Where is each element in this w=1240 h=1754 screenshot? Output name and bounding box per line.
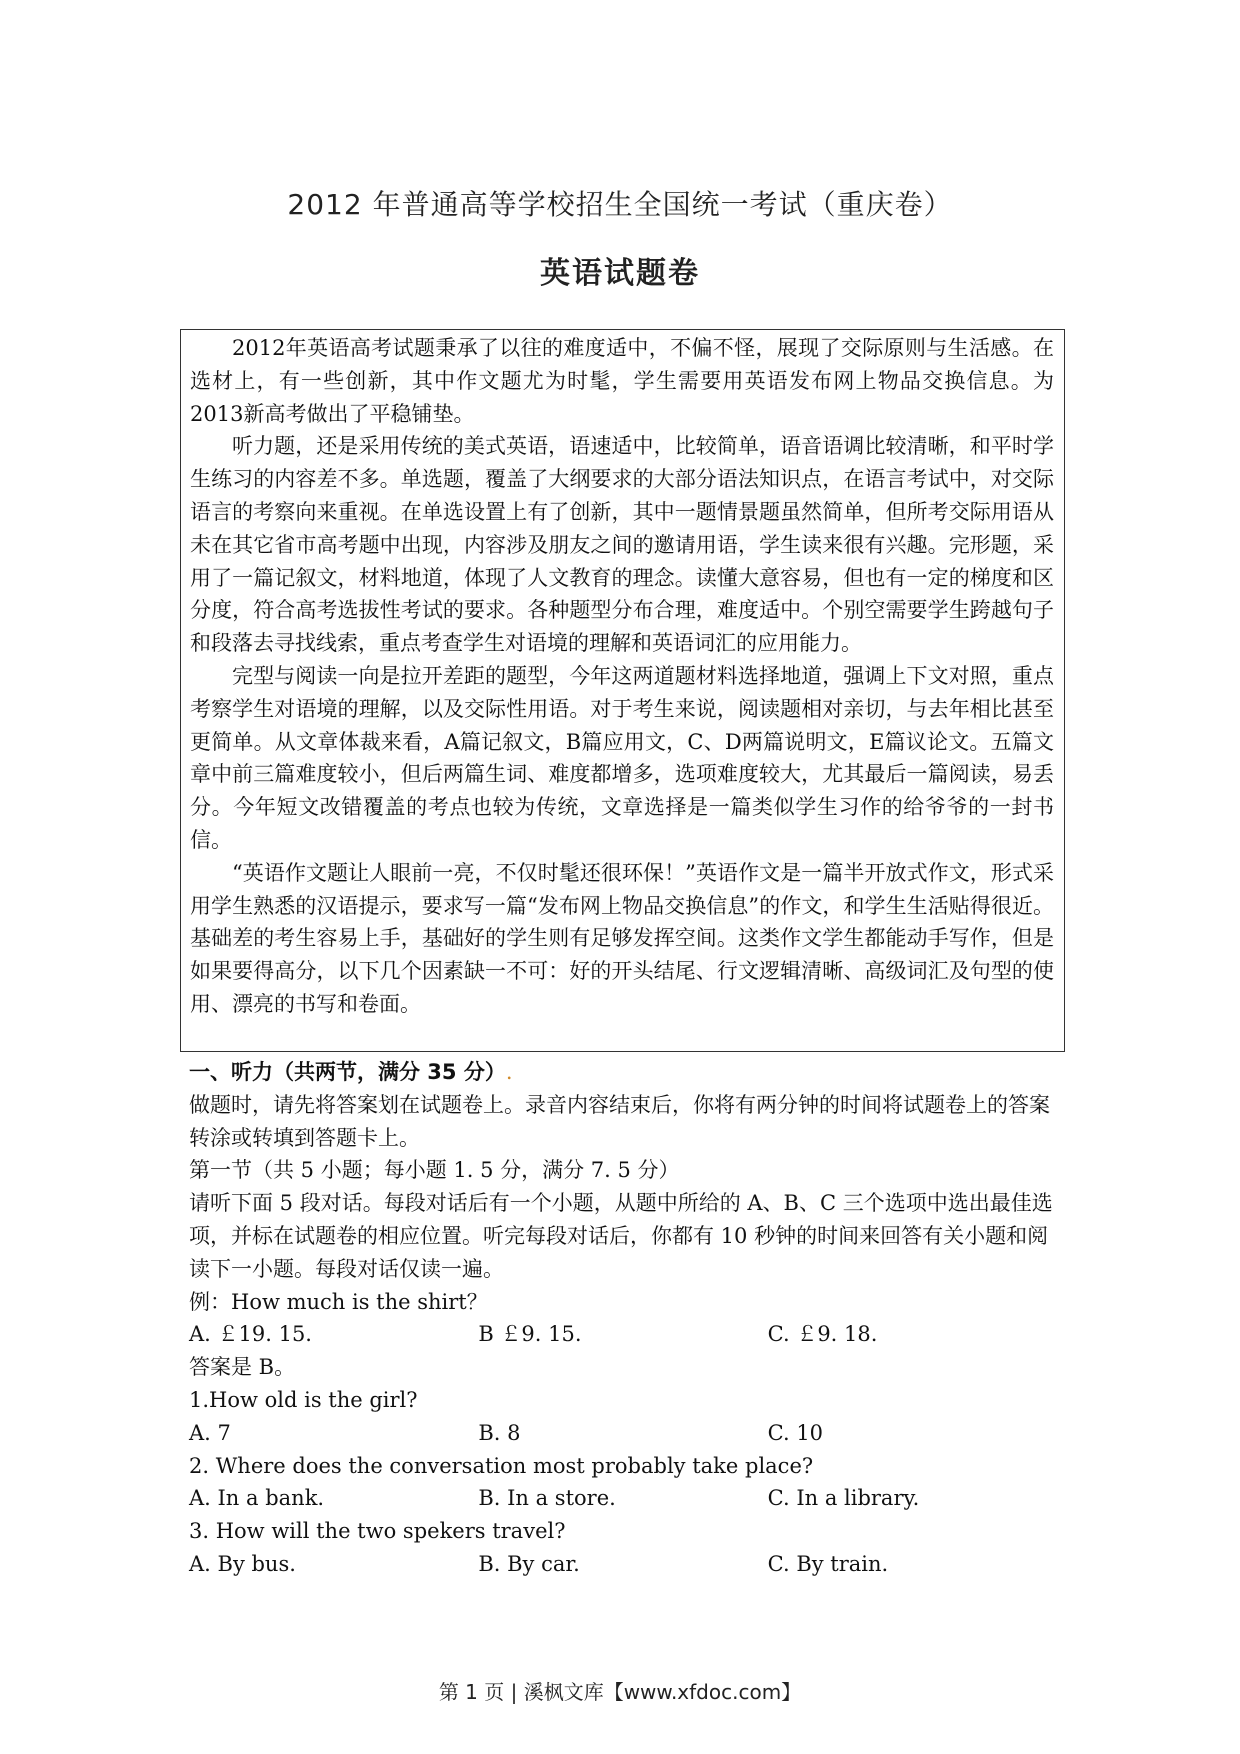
listening-section xyxy=(189,1056,1057,1581)
part-one-title: 第一节（共 5 小题；每小题 1. 5 分，满分 7. 5 分） xyxy=(189,1158,680,1183)
question-2: 2. Where does the conversation most probably take place? xyxy=(189,1453,814,1478)
question-1-options xyxy=(189,1417,1057,1450)
option-a: A. 7 xyxy=(189,1420,231,1445)
question-3: 3. How will the two spekers travel? xyxy=(189,1519,566,1544)
option-a: A. By bus. xyxy=(189,1551,296,1576)
option-b: B. By car. xyxy=(478,1551,580,1576)
question-3-options xyxy=(189,1548,1057,1581)
example-options xyxy=(189,1318,1057,1351)
option-c: C. 10 xyxy=(767,1420,824,1445)
option-c: C. In a library. xyxy=(767,1486,920,1511)
option-b: B ￡9. 15. xyxy=(478,1322,582,1347)
section-heading-line xyxy=(189,1056,1057,1089)
example-answer: 答案是 B。 xyxy=(189,1355,296,1380)
summary-paragraph: 2012年英语高考试题秉承了以往的难度适中，不偏不怪，展现了交际原则与生活感。在选材上，有一些创新，其中作文题尤为时髦，学生需要用英语发布网上物品交换信息。为2013新高考做出了平稳铺垫。 xyxy=(190,336,1054,426)
option-a: A. ￡19. 15. xyxy=(189,1322,312,1347)
section-heading: 一、听力（共两节，满分 35 分） xyxy=(189,1060,506,1084)
option-c: C. By train. xyxy=(767,1551,889,1576)
heading-mark: . xyxy=(505,1060,513,1084)
page-footer: 第 1 页 | 溪枫文库【www.xfdoc.com】 xyxy=(438,1680,802,1704)
summary-paragraph: “英语作文题让人眼前一亮，不仅时髦还很环保！”英语作文是一篇半开放式作文，形式采用学生熟悉的汉语提示，要求写一篇“发布网上物品交换信息”的作文，和学生生活贴得很近。基础差的考生容易上手，基础好的学生则有足够发挥空间。这类作文学生都能动手写作，但是如果要得高分，以下几个因素缺一不可：好的开头结尾、行文逻辑清晰、高级词汇及句型的使用、漂亮的书写和卷面。 xyxy=(190,860,1054,1016)
summary-paragraph: 听力题，还是采用传统的美式英语，语速适中，比较简单，语音语调比较清晰，和平时学生练习的内容差不多。单选题，覆盖了大纲要求的大部分语法知识点，在语言考试中，对交际语言的考察向来重视。在单选设置上有了创新，其中一题情景题虽然简单，但所考交际用语从未在其它省市高考题中出现，内容涉及朋友之间的邀请用语，学生读来很有兴趣。完形题，采用了一篇记叙文，材料地道，体现了人文教育的理念。读懂大意容易，但也有一定的梯度和区分度，符合高考选拔性考试的要求。各种题型分布合理，难度适中。个别空需要学生跨越句子和段落去寻找线索，重点考查学生对语境的理解和英语词汇的应用能力。 xyxy=(190,434,1054,656)
option-c: C. ￡9. 18. xyxy=(767,1322,878,1347)
option-b: B. 8 xyxy=(478,1420,521,1445)
option-a: A. In a bank. xyxy=(189,1486,325,1511)
summary-paragraph: 完型与阅读一向是拉开差距的题型，今年这两道题材料选择地道，强调上下文对照，重点考察学生对语境的理解，以及交际性用语。对于考生来说，阅读题相对亲切，与去年相比甚至更简单。从文章体裁来看，A篇记叙文，B篇应用文，C、D两篇说明文，E篇议论文。五篇文章中前三篇难度较小，但后两篇生词、难度都增多，选项难度较大，尤其最后一篇阅读，易丢分。今年短文改错覆盖的考点也较为传统，文章选择是一篇类似学生习作的给爷爷的一封书信。 xyxy=(190,663,1054,852)
example-question: 例：How much is the shirt？ xyxy=(189,1289,488,1314)
option-b: B. In a store. xyxy=(478,1486,616,1511)
question-2-options xyxy=(189,1482,1057,1515)
exam-subtitle: 英语试题卷 xyxy=(540,256,700,291)
exam-title: 2012 年普通高等学校招生全国统一考试（重庆卷） xyxy=(287,188,953,221)
question-1: 1.How old is the girl? xyxy=(189,1387,418,1412)
instructions: 做题时，请先将答案划在试题卷上。录音内容结束后，你将有两分钟的时间将试题卷上的答案转涂或转填到答题卡上。 xyxy=(189,1092,1050,1150)
summary-box xyxy=(180,329,1065,1052)
part-one-directions: 请听下面 5 段对话。每段对话后有一个小题，从题中所给的 A、B、C 三个选项中选出最佳选项，并标在试题卷的相应位置。听完每段对话后，你都有 10 秒钟的时间来回答有关小题和阅读下一小题。每段对话仅读一遍。 xyxy=(189,1191,1053,1281)
